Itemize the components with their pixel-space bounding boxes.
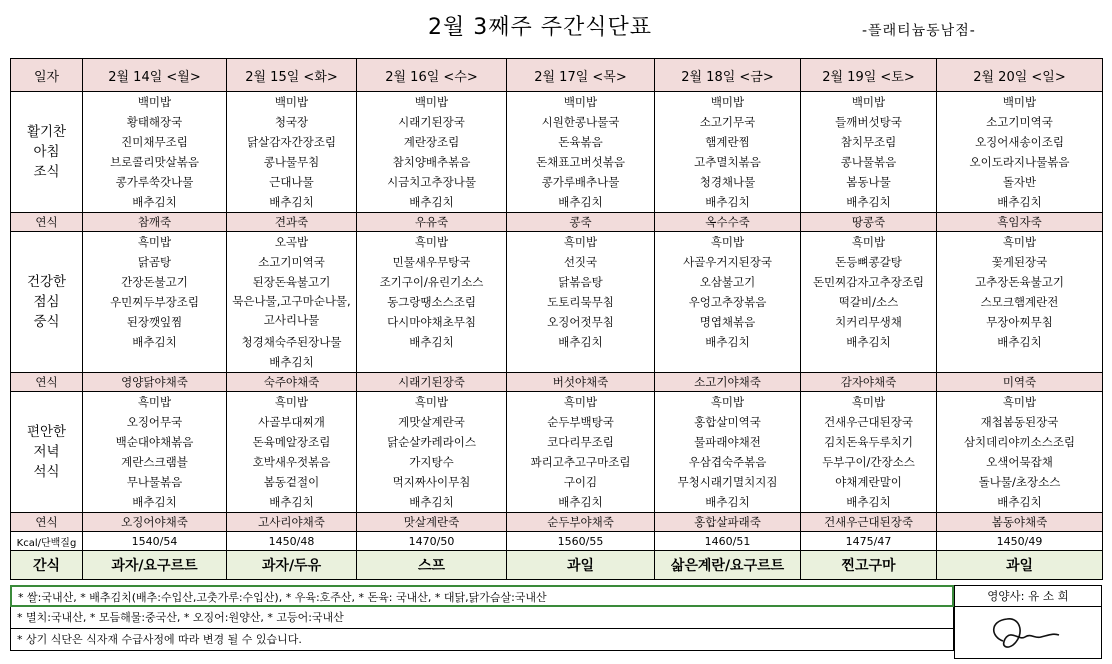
kcal-row-label: Kcal/단백질g [11, 532, 83, 551]
menu-item: 홍합살미역국 [694, 415, 761, 429]
change-note: * 상기 식단은 식자재 수급사정에 따라 변경 될 수 있습니다. [10, 629, 954, 651]
menu-item: 흑미밥 [137, 395, 172, 409]
menu-item: 스모크햄계란전 [980, 295, 1059, 309]
menu-item: 흑미밥 [710, 395, 745, 409]
snack-row-cell: 과자/요구르트 [83, 551, 227, 580]
menu-item: 참치양배추볶음 [392, 155, 471, 169]
dinner-row-day-cell [357, 392, 507, 513]
menu-item: 오색어묵잡채 [986, 455, 1053, 469]
menu-item: 배추김치 [409, 335, 454, 349]
menu-item: 오이도라지나물볶음 [969, 155, 1070, 169]
dinner-row-label: 편안한 저녁 석식 [11, 392, 83, 513]
dinner-soft-row-cell: 순두부야채죽 [507, 513, 655, 532]
snack-row-cell: 삶은계란/요구르트 [655, 551, 801, 580]
lunch-soft-row-cell: 영양닭야채죽 [83, 373, 227, 392]
menu-item: 백미밥 [851, 95, 886, 109]
menu-item: 근대나물 [269, 175, 314, 189]
menu-item: 코다리무조림 [547, 435, 614, 449]
menu-item: 먹지짜사이무침 [392, 475, 471, 489]
menu-item: 백미밥 [414, 95, 449, 109]
menu-item: 무나물볶음 [126, 475, 183, 489]
breakfast-row-day-cell [83, 92, 227, 213]
menu-item: 무청시래기멸치지짐 [677, 475, 778, 489]
menu-item: 오징어젓무침 [547, 315, 614, 329]
dinner-soft-row-label: 연식 [11, 513, 83, 532]
menu-item: 묵은나물,고구마순나물, 고사리나물 [232, 294, 351, 327]
menu-item: 배추김치 [269, 355, 314, 369]
menu-item: 콩가루배추나물 [541, 175, 620, 189]
menu-item: 배추김치 [558, 195, 603, 209]
menu-item: 시원한콩나물국 [541, 115, 620, 129]
menu-item: 오징어새송이조림 [975, 135, 1064, 149]
menu-item: 흑미밥 [414, 395, 449, 409]
menu-item: 배추김치 [409, 195, 454, 209]
menu-item: 고추장돈육불고기 [975, 275, 1064, 289]
menu-item: 오징어무국 [126, 415, 183, 429]
snack-row [11, 551, 1103, 580]
lunch-soft-row-cell: 버섯야채죽 [507, 373, 655, 392]
menu-item: 닭볶음탕 [558, 275, 603, 289]
menu-item: 백미밥 [710, 95, 745, 109]
dinner-row-day-cell [937, 392, 1103, 513]
menu-item: 배추김치 [269, 195, 314, 209]
menu-item: 두부구이/간장소스 [822, 455, 915, 469]
menu-item: 우민찌두부장조림 [110, 295, 199, 309]
dinner-soft-row-cell: 고사리야채죽 [227, 513, 357, 532]
menu-item: 가지탕수 [409, 455, 454, 469]
menu-item: 삼치데리야끼소스조림 [963, 435, 1076, 449]
kcal-row-cell: 1560/55 [507, 532, 655, 551]
date-header-cell: 2월 16일 <수> [357, 59, 507, 92]
menu-item: 배추김치 [558, 335, 603, 349]
breakfast-row-day-cell [937, 92, 1103, 213]
lunch-soft-row-cell: 숙주야채죽 [227, 373, 357, 392]
page-title: 2월 3째주 주간식단표 [428, 15, 652, 40]
dinner-soft-row [11, 513, 1103, 532]
menu-item: 된장깻잎찜 [126, 315, 183, 329]
lunch-row [11, 232, 1103, 373]
dinner-row-day-cell [507, 392, 655, 513]
snack-row-cell: 과일 [507, 551, 655, 580]
breakfast-soft-row [11, 213, 1103, 232]
lunch-soft-row [11, 373, 1103, 392]
menu-item: 브로콜리맛살볶음 [110, 155, 199, 169]
breakfast-soft-row-cell: 참깨죽 [83, 213, 227, 232]
snack-row-cell: 과자/두유 [227, 551, 357, 580]
menu-item: 계란스크램블 [121, 455, 188, 469]
menu-item: 배추김치 [409, 495, 454, 509]
menu-item: 우삼겹숙주볶음 [688, 455, 767, 469]
dinner-row-day-cell [801, 392, 937, 513]
menu-item: 돈육볶음 [558, 135, 603, 149]
menu-item: 호박새우젓볶음 [252, 455, 331, 469]
menu-item: 배추김치 [705, 335, 750, 349]
date-header-row [11, 59, 1103, 92]
menu-item: 햄계란찜 [705, 135, 750, 149]
menu-item: 배추김치 [997, 495, 1042, 509]
menu-item: 봄동겉절이 [263, 475, 320, 489]
dinner-soft-row-cell: 봄동야채죽 [937, 513, 1103, 532]
menu-item: 돈육메알장조림 [252, 435, 331, 449]
menu-item: 소고기무국 [699, 115, 756, 129]
dinner-row [11, 392, 1103, 513]
snack-row-label: 간식 [11, 551, 83, 580]
menu-item: 조기구이/유린기소스 [379, 275, 484, 289]
menu-item: 야채계란말이 [835, 475, 902, 489]
lunch-row-day-cell [83, 232, 227, 373]
menu-item: 진미채무조림 [121, 135, 188, 149]
breakfast-soft-row-cell: 견과죽 [227, 213, 357, 232]
menu-item: 황태해장국 [126, 115, 183, 129]
kcal-row-cell: 1475/47 [801, 532, 937, 551]
menu-item: 흑미밥 [563, 395, 598, 409]
signature-box [954, 607, 1102, 659]
signature-icon [955, 607, 1101, 657]
menu-item: 흑미밥 [1002, 235, 1037, 249]
lunch-row-day-cell [801, 232, 937, 373]
snack-row-cell: 찐고구마 [801, 551, 937, 580]
lunch-soft-row-cell: 소고기야채죽 [655, 373, 801, 392]
menu-item: 다시마야채초무침 [387, 315, 476, 329]
menu-item: 흑미밥 [851, 235, 886, 249]
menu-item: 배추김치 [269, 495, 314, 509]
menu-item: 닭순살카레라이스 [387, 435, 476, 449]
menu-item: 오곡밥 [274, 235, 309, 249]
date-header-cell: 2월 14일 <월> [83, 59, 227, 92]
lunch-soft-row-label: 연식 [11, 373, 83, 392]
menu-item: 물파래야채전 [694, 435, 761, 449]
dinner-soft-row-cell: 오징어야채죽 [83, 513, 227, 532]
menu-item: 흑미밥 [851, 395, 886, 409]
menu-item: 김치돈육두루치기 [824, 435, 913, 449]
menu-item: 배추김치 [558, 495, 603, 509]
date-header-cell: 2월 19일 <토> [801, 59, 937, 92]
menu-item: 명엽채볶음 [699, 315, 756, 329]
notes-section [10, 585, 954, 651]
menu-item: 흑미밥 [137, 235, 172, 249]
kcal-row-cell: 1450/48 [227, 532, 357, 551]
breakfast-row-label: 활기찬 아침 조식 [11, 92, 83, 213]
menu-item: 고추멸치볶음 [694, 155, 761, 169]
menu-item: 청국장 [274, 115, 309, 129]
breakfast-row-day-cell [801, 92, 937, 213]
menu-item: 꽃게된장국 [991, 255, 1048, 269]
lunch-row-day-cell [507, 232, 655, 373]
menu-item: 동그랑땡소스조림 [387, 295, 476, 309]
breakfast-row-day-cell [227, 92, 357, 213]
branch-name: -플래티늄동남점- [862, 23, 976, 39]
menu-item: 백미밥 [563, 95, 598, 109]
menu-item: 건새우근대된장국 [824, 415, 913, 429]
menu-item: 소고기미역국 [986, 115, 1053, 129]
menu-item: 흑미밥 [563, 235, 598, 249]
menu-item: 소고기미역국 [258, 255, 325, 269]
menu-item: 게맛살계란국 [398, 415, 465, 429]
date-header-cell: 2월 18일 <금> [655, 59, 801, 92]
dinner-soft-row-cell: 맛살계란죽 [357, 513, 507, 532]
breakfast-row [11, 92, 1103, 213]
date-header-cell: 2월 15일 <화> [227, 59, 357, 92]
menu-item: 우엉고추장볶음 [688, 295, 767, 309]
dinner-row-day-cell [83, 392, 227, 513]
menu-item: 닭살감자간장조림 [247, 135, 336, 149]
menu-item: 돈민찌감자고추장조림 [812, 275, 925, 289]
kcal-row [11, 532, 1103, 551]
menu-item: 들깨버섯탕국 [835, 115, 902, 129]
menu-item: 돌자반 [1002, 175, 1037, 189]
origin-note-2: * 멸치:국내산, * 모듬해물:중국산, * 오징어:원양산, * 고등어:국내산 [10, 607, 954, 629]
breakfast-row-day-cell [357, 92, 507, 213]
snack-row-cell: 과일 [937, 551, 1103, 580]
kcal-row-cell: 1540/54 [83, 532, 227, 551]
menu-item: 순두부백탕국 [547, 415, 614, 429]
lunch-row-day-cell [655, 232, 801, 373]
menu-item: 무장아찌무침 [986, 315, 1053, 329]
menu-item: 돈채표고버섯볶음 [536, 155, 625, 169]
menu-item: 배추김치 [705, 495, 750, 509]
menu-item: 배추김치 [997, 335, 1042, 349]
menu-item: 도토리묵무침 [547, 295, 614, 309]
menu-item: 봄동나물 [846, 175, 891, 189]
menu-item: 꽈리고추고구마조림 [530, 455, 631, 469]
kcal-row-cell: 1460/51 [655, 532, 801, 551]
date-header-cell: 2월 17일 <목> [507, 59, 655, 92]
menu-item: 백미밥 [1002, 95, 1037, 109]
menu-item: 콩나물무침 [263, 155, 320, 169]
origin-note-1: * 쌀:국내산, * 배추김치(배추:수입산,고춧가루:수입산), * 우육:호주산, * 돈육: 국내산, * 대닭,닭가슴살:국내산 [10, 585, 954, 607]
kcal-row-cell: 1450/49 [937, 532, 1103, 551]
menu-item: 된장돈육불고기 [252, 275, 331, 289]
menu-item: 오삼불고기 [699, 275, 756, 289]
menu-item: 배추김치 [132, 335, 177, 349]
lunch-soft-row-cell: 미역죽 [937, 373, 1103, 392]
menu-item: 콩가루쑥갓나물 [115, 175, 194, 189]
menu-item: 구이김 [563, 475, 598, 489]
breakfast-soft-row-label: 연식 [11, 213, 83, 232]
menu-item: 사골부대찌개 [258, 415, 325, 429]
menu-item: 백미밥 [137, 95, 172, 109]
menu-item: 배추김치 [997, 195, 1042, 209]
date-header-cell: 2월 20일 <일> [937, 59, 1103, 92]
menu-item: 백순대야채볶음 [115, 435, 194, 449]
menu-item: 닭곰탕 [137, 255, 172, 269]
menu-item: 참치무조림 [840, 135, 897, 149]
menu-item: 배추김치 [846, 335, 891, 349]
menu-item: 치커리무생채 [835, 315, 902, 329]
weekly-menu-table [10, 58, 1103, 580]
lunch-row-day-cell [937, 232, 1103, 373]
dinner-soft-row-cell: 건새우근대된장죽 [801, 513, 937, 532]
menu-item: 콩나물볶음 [840, 155, 897, 169]
breakfast-row-day-cell [507, 92, 655, 213]
menu-item: 흑미밥 [710, 235, 745, 249]
dinner-row-day-cell [227, 392, 357, 513]
breakfast-soft-row-cell: 옥수수죽 [655, 213, 801, 232]
menu-item: 돈등뼈콩갈탕 [835, 255, 902, 269]
breakfast-soft-row-cell: 흑임자죽 [937, 213, 1103, 232]
menu-item: 간장돈불고기 [121, 275, 188, 289]
menu-item: 시금치고추장나물 [387, 175, 476, 189]
menu-item: 청경채숙주된장나물 [241, 335, 342, 349]
menu-item: 배추김치 [846, 495, 891, 509]
menu-item: 배추김치 [846, 195, 891, 209]
date-header-label: 일자 [11, 59, 83, 92]
menu-item: 시래기된장국 [398, 115, 465, 129]
lunch-soft-row-cell: 감자야채죽 [801, 373, 937, 392]
lunch-row-day-cell [357, 232, 507, 373]
dietitian-name: 영양사: 유 소 희 [954, 585, 1102, 607]
menu-item: 백미밥 [274, 95, 309, 109]
menu-item: 배추김치 [132, 495, 177, 509]
menu-item: 흑미밥 [274, 395, 309, 409]
breakfast-soft-row-cell: 콩죽 [507, 213, 655, 232]
menu-item: 배추김치 [132, 195, 177, 209]
menu-item: 청경채나물 [699, 175, 756, 189]
menu-item: 흑미밥 [1002, 395, 1037, 409]
menu-item: 배추김치 [705, 195, 750, 209]
lunch-row-day-cell [227, 232, 357, 373]
dinner-soft-row-cell: 홍합살파래죽 [655, 513, 801, 532]
menu-item: 사골우거지된장국 [683, 255, 772, 269]
lunch-soft-row-cell: 시래기된장죽 [357, 373, 507, 392]
kcal-row-cell: 1470/50 [357, 532, 507, 551]
menu-item: 민물새우무탕국 [392, 255, 471, 269]
menu-item: 흑미밥 [414, 235, 449, 249]
menu-item: 재첩봄동된장국 [980, 415, 1059, 429]
breakfast-soft-row-cell: 우유죽 [357, 213, 507, 232]
dinner-row-day-cell [655, 392, 801, 513]
menu-item: 돌나물/초장소스 [978, 475, 1061, 489]
breakfast-row-day-cell [655, 92, 801, 213]
menu-item: 계란장조림 [403, 135, 460, 149]
breakfast-soft-row-cell: 땅콩죽 [801, 213, 937, 232]
menu-item: 선짓국 [563, 255, 598, 269]
snack-row-cell: 스프 [357, 551, 507, 580]
lunch-row-label: 건강한 점심 중식 [11, 232, 83, 373]
menu-item: 떡갈비/소스 [838, 295, 899, 309]
